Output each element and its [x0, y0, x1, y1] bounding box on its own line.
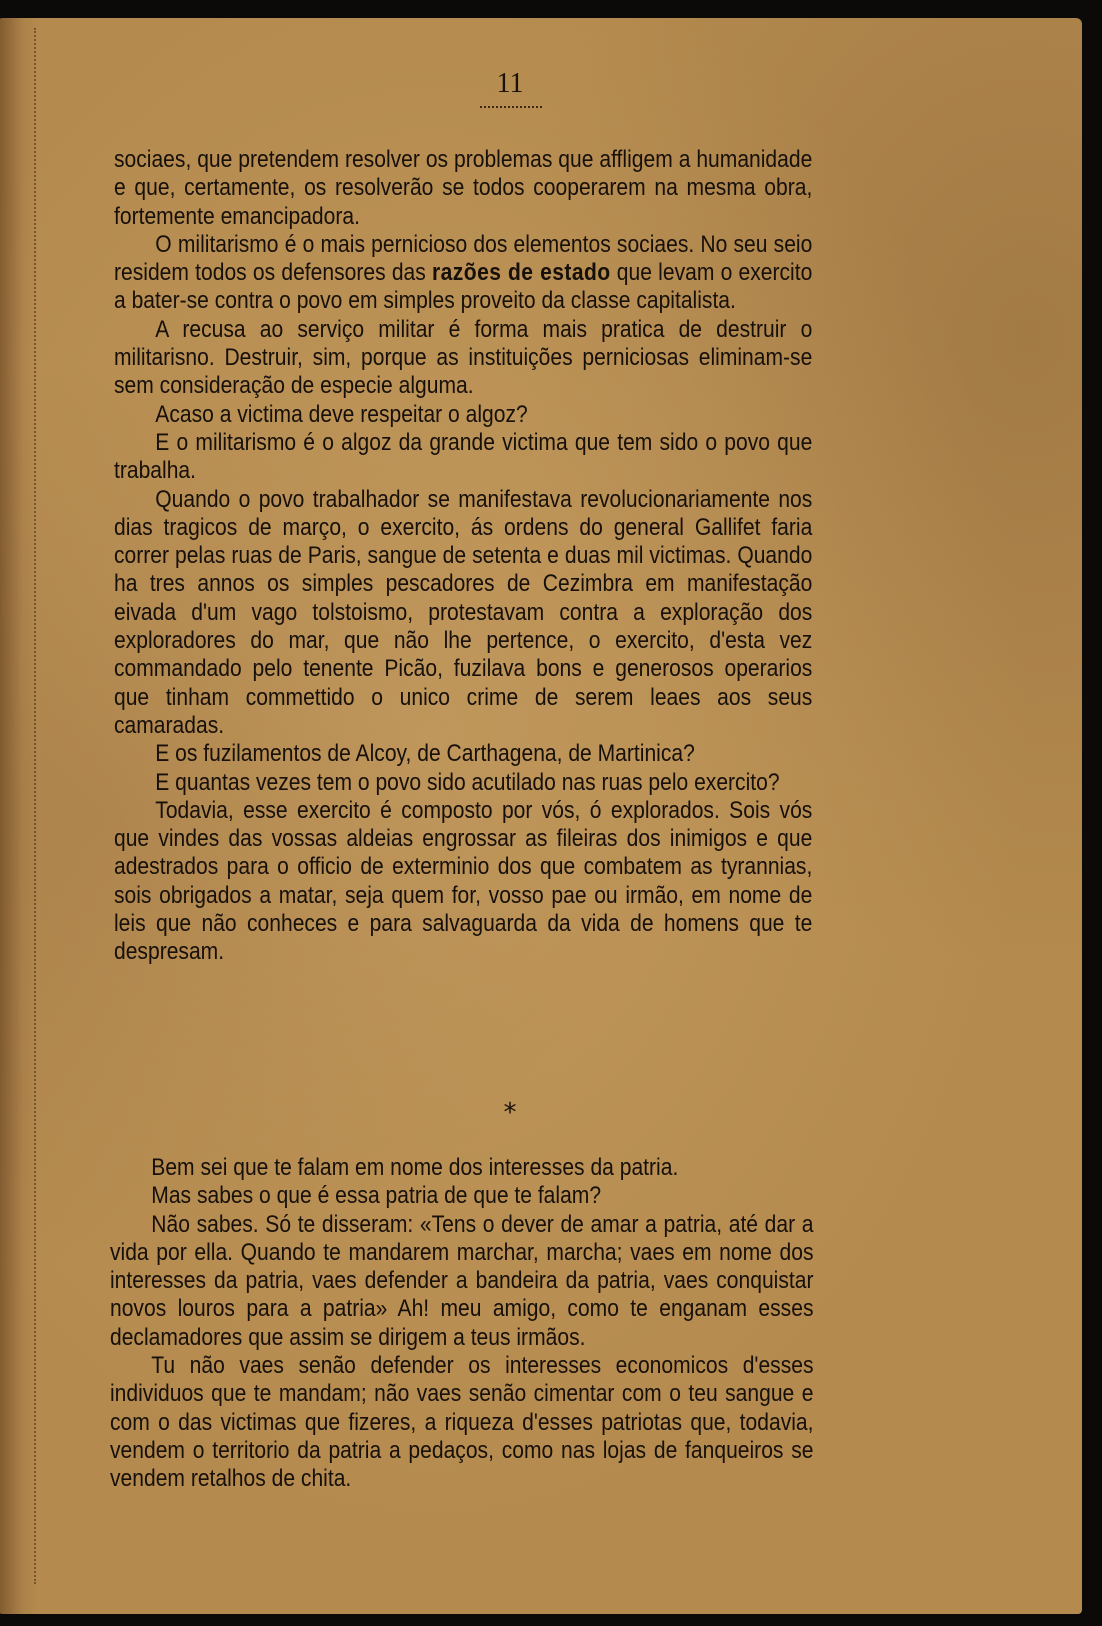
- paragraph: Não sabes. Só te disseram: «Tens o dever de amar a patria, até dar a vida por ella. Quando te mandarem marchar, marcha; vaes em nome dos interesses da patria, vaes defender a bandeira da patria, vaes conquistar novos louros para a patria» Ah! meu amigo, como te enganam esses declamadores que assim se dirigem a teus irmãos.: [110, 1210, 814, 1351]
- book-page: [0, 18, 1082, 1614]
- emphasized-phrase: razões de estado: [432, 259, 611, 287]
- paragraph: E o militarismo é o algoz da grande victima que tem sido o povo que trabalha.: [114, 428, 813, 485]
- paragraph: E os fuzilamentos de Alcoy, de Carthagena, de Martinica?: [155, 740, 695, 768]
- paragraph: Bem sei que te falam em nome dos interesses da patria.: [151, 1154, 679, 1181]
- paragraph: Tu não vaes senão defender os interesses economicos d'esses individuos que te mandam; não vaes senão cimentar com o teu sangue e com o das victimas que fizeres, a riqueza d'esses patriotas que, todavia, vendem o territorio da patria a pedaços, como nas lojas de fanqueiros se vendem retalhos de chita.: [110, 1352, 814, 1493]
- paragraph: Todavia, esse exercito é composto por vós, ó explorados. Sois vós que vindes das vossas aldeias engrossar as fileiras dos inimigos e que adestrados para o officio de exterminio dos que combatem as tyrannias, sois obrigados a matar, seja quem for, vosso pae ou irmão, em nome de leis que não conheces e para salvaguarda da vida de homens que te despresam.: [114, 796, 813, 966]
- paragraph: Mas sabes o que é essa patria de que te falam?: [151, 1182, 602, 1210]
- text-block-1: [114, 146, 812, 967]
- page-binding-edge: [0, 18, 38, 1614]
- paragraph-text: que levam o exercito a bater-se contra o povo em simples proveito da classe capitalista.: [114, 259, 813, 315]
- paragraph: sociaes, que pretendem resolver os problemas que affligem a humanidade e que, certamente, os resolverão se todos cooperarem na mesma obra, fortemente emancipadora.: [114, 146, 813, 230]
- paragraph: Quando o povo trabalhador se manifestava revolucionariamente nos dias tragicos de março, o exercito, ás ordens do general Gallifet faria correr pelas ruas de Paris, sangue de setenta e duas mil victimas. Quando ha tres annos os simples pescadores de Cezimbra em manifestação eivada d'um vago tolstoismo, protestavam contra a exploração dos exploradores do mar, que não lhe pertence, o exercito, d'esta vez commandado pelo tenente Picão, fuzilava bons e generosos operarios que tinham commettido o unico crime de serem leaes aos seus camaradas.: [114, 485, 813, 739]
- paragraph: Acaso a victima deve respeitar o algoz?: [155, 400, 528, 428]
- header-rule: [480, 106, 542, 108]
- text-block-2: [110, 1154, 813, 1494]
- section-separator-asterisk: *: [503, 1098, 517, 1128]
- paragraph: E quantas vezes tem o povo sido acutilado nas ruas pelo exercito?: [155, 768, 780, 796]
- paragraph-text: O militarismo é o mais pernicioso dos elementos sociaes. No seu seio residem todos os defensores das: [114, 230, 813, 287]
- paragraph: A recusa ao serviço militar é forma mais pratica de destruir o militarisno. Destruir, sim, porque as instituições perniciosas eliminam-se sem consideração de especie alguma.: [114, 315, 813, 400]
- binding-stitch: [34, 28, 36, 1584]
- paragraph: [114, 231, 812, 316]
- page-number: 11: [496, 68, 524, 99]
